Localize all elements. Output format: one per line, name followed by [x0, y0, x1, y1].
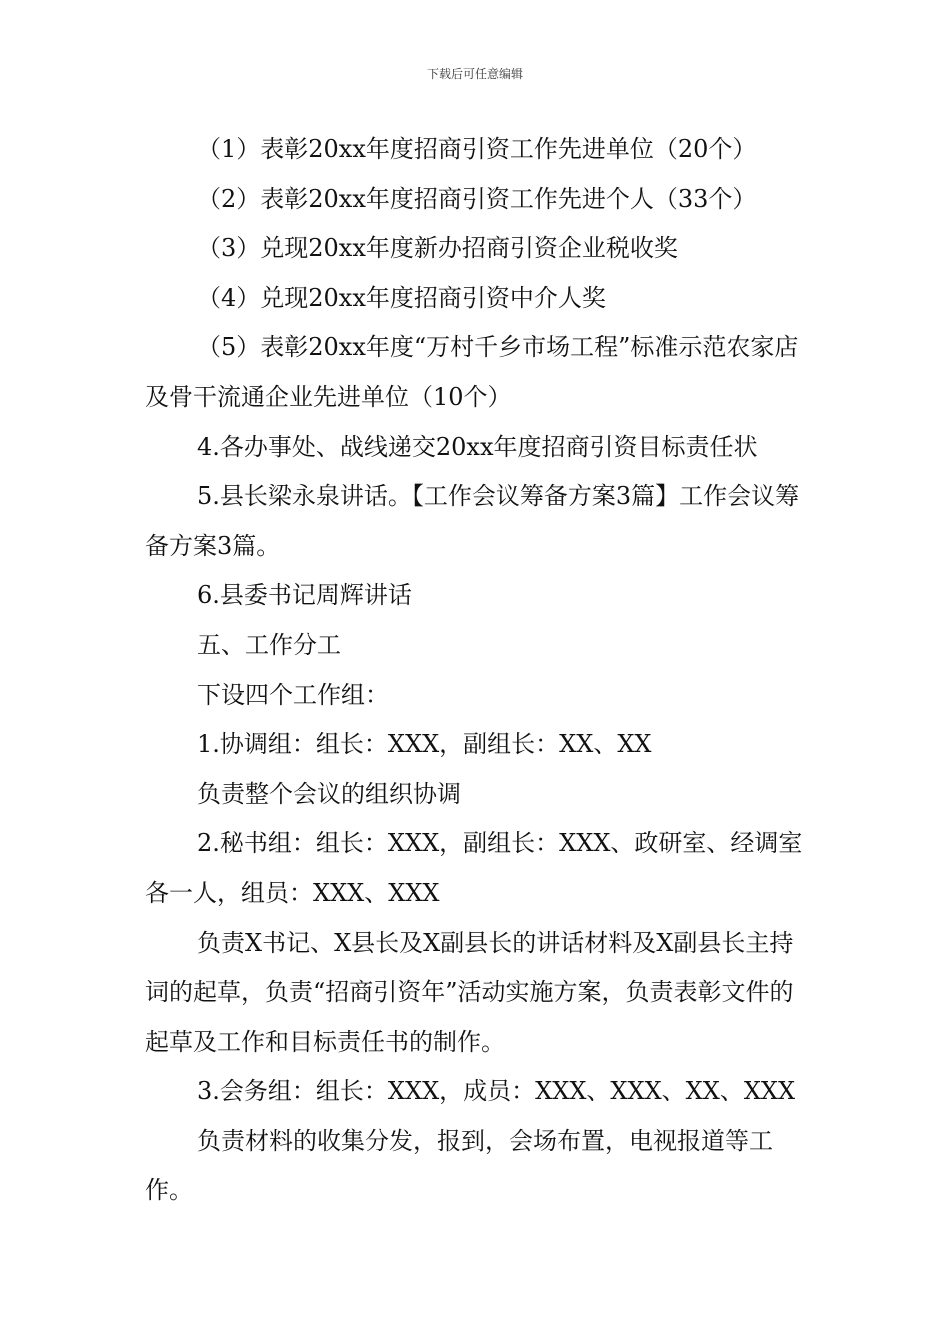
paragraph-secretariat-group: 2.秘书组：组长：XXX，副组长：XXX、政研室、经调室各一人，组员：XXX、XXX [145, 829, 803, 907]
paragraph-award-individuals: （2）表彰20xx年度招商引资工作先进个人（33个） [197, 184, 757, 213]
paragraph-secretary-speech: 6.县委书记周辉讲话 [197, 581, 412, 610]
paragraph-coordination-group: 1.协调组：组长：XXX，副组长：XX、XX [197, 730, 652, 759]
paragraph-coordination-duty: 负责整个会议的组织协调 [197, 779, 461, 808]
paragraph-intermediary-reward: （4）兑现20xx年度招商引资中介人奖 [197, 283, 606, 312]
paragraph-responsibility-letters: 4.各办事处、战线递交20xx年度招商引资目标责任状 [197, 432, 758, 461]
page-header-note: 下载后可任意编辑 [426, 67, 523, 81]
paragraph-county-head-speech: 5.县长梁永泉讲话。【工作会议筹备方案3篇】工作会议筹备方案3篇。 [145, 482, 800, 560]
section-heading-division: 五、工作分工 [197, 630, 341, 659]
paragraph-tax-reward: （3）兑现20xx年度新办招商引资企业税收奖 [197, 234, 678, 263]
paragraph-model-stores: （5）表彰20xx年度“万村千乡市场工程”标准示范农家店及骨干流通企业先进单位（10个） [145, 333, 799, 411]
paragraph-affairs-duty: 负责材料的收集分发，报到，会场布置，电视报道等工作。 [145, 1126, 773, 1205]
paragraph-secretariat-duty: 负责X书记、X县长及X副县长的讲话材料及X副县长主持词的起草，负责“招商引资年”活动实施方案，负责表彰文件的起草及工作和目标责任书的制作。 [145, 928, 794, 1056]
document-body [145, 125, 810, 1216]
paragraph-four-groups: 下设四个工作组： [197, 680, 389, 709]
paragraph-award-units: （1）表彰20xx年度招商引资工作先进单位（20个） [197, 135, 757, 163]
paragraph-affairs-group: 3.会务组：组长：XXX，成员：XXX、XXX、XX、XXX [197, 1077, 796, 1106]
